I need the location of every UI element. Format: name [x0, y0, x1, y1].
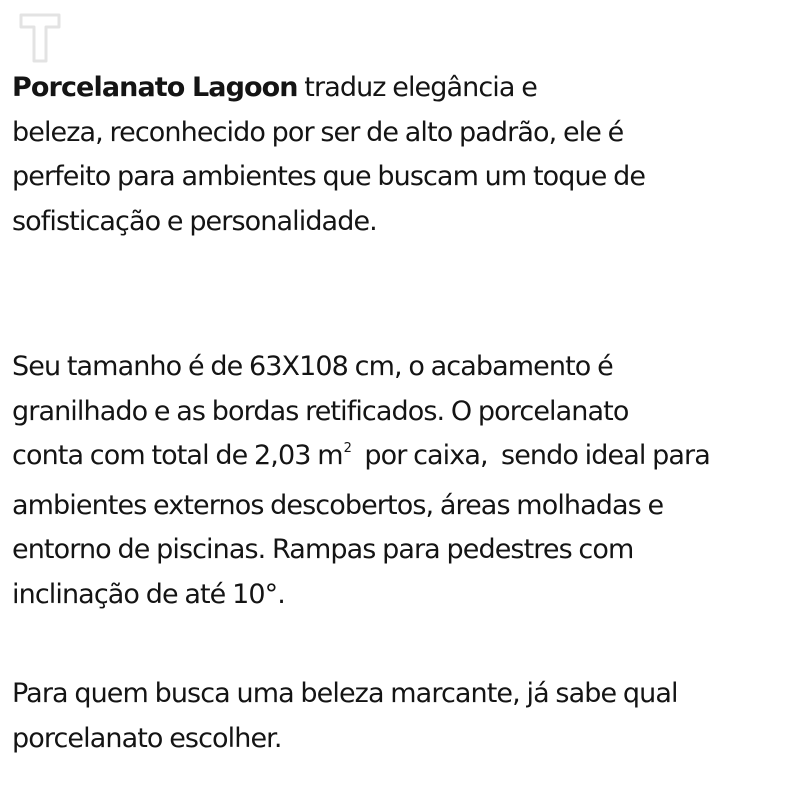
paragraph-line: Seu tamanho é de 63X108 cm, o acabamento é: [12, 351, 613, 382]
paragraph-line: [12, 434, 792, 484]
area-text: conta com total de 2,03 m: [12, 440, 343, 471]
paragraph-line: [12, 66, 792, 111]
brand-logo-icon: [18, 12, 62, 64]
paragraph-line: sofisticação e personalidade.: [12, 205, 377, 237]
paragraph-line: Para quem busca uma beleza marcante, já sabe qual: [12, 678, 678, 709]
paragraph-line: beleza, reconhecido por ser de alto padrão, ele é: [12, 116, 624, 148]
paragraph-line: entorno de piscinas. Rampas para pedestres com: [12, 534, 634, 565]
square-superscript: 2: [343, 441, 351, 456]
paragraph-line: ambientes externos descobertos, áreas molhadas e: [12, 489, 664, 521]
intro-line-1-text: traduz elegância e: [297, 72, 537, 103]
area-text-continued: por caixa, sendo ideal para: [350, 440, 710, 471]
paragraph-line: inclinação de até 10°.: [12, 578, 285, 610]
paragraph-line: granilhado e as bordas retificados. O porcelanato: [12, 395, 629, 427]
paragraph-line: porcelanato escolher.: [12, 722, 282, 754]
paragraph-line: perfeito para ambientes que buscam um toque de: [12, 161, 646, 192]
product-name: Porcelanato Lagoon: [12, 72, 298, 103]
closing-paragraph: [12, 672, 792, 761]
specs-paragraph: [12, 345, 792, 617]
intro-paragraph: [12, 66, 792, 244]
